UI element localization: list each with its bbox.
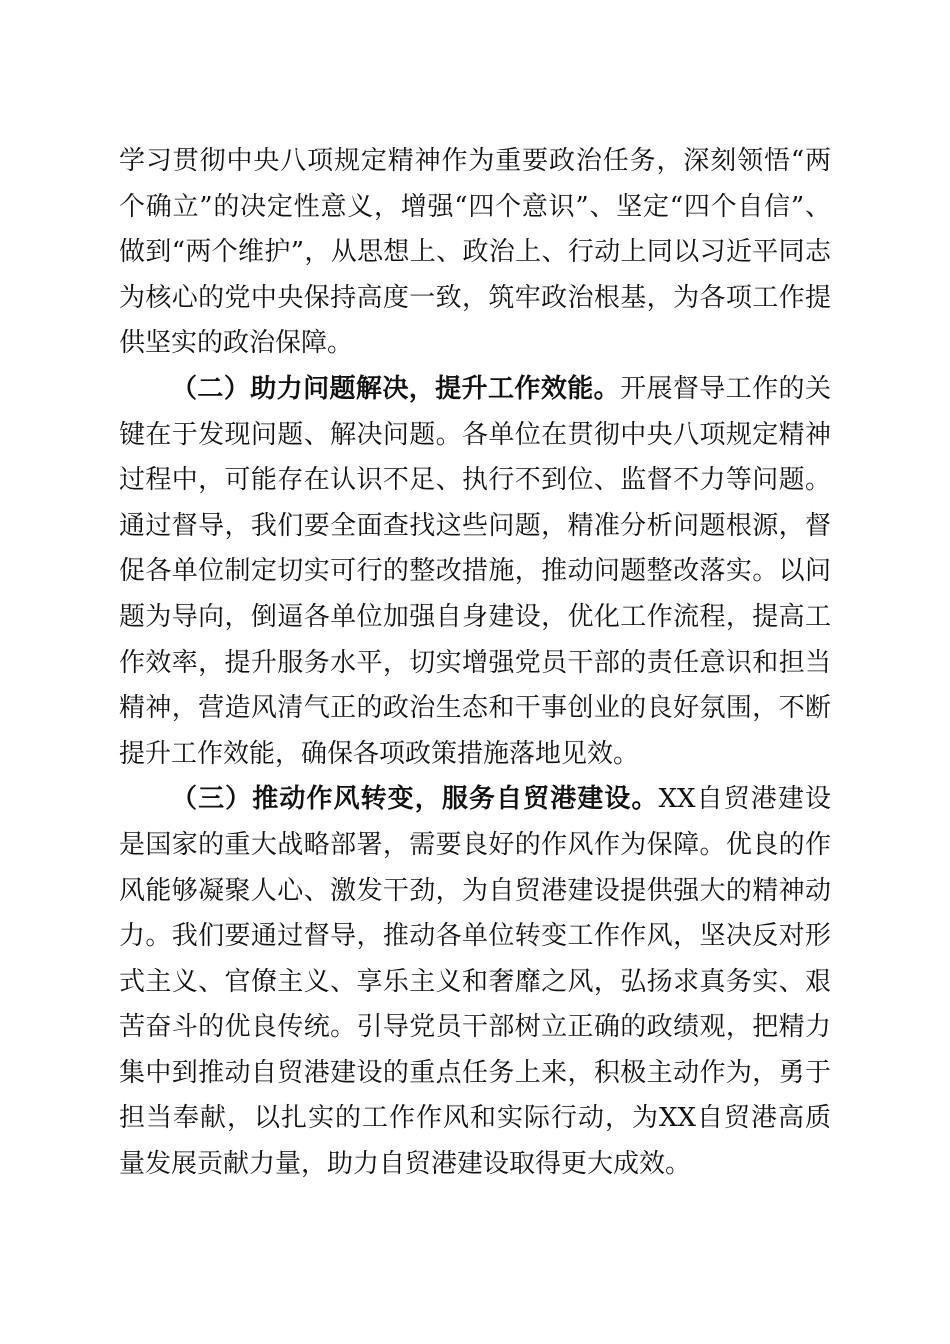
paragraph-body: XX自贸港建设是国家的重大战略部署，需要良好的作风作为保障。优良的作风能够凝聚人心、激发干劲，为自贸港建设提供强大的精神动力。我们要通过督导，推动各单位转变工作作风，坚决反对形式主义、官僚主义、享乐主义和奢靡之风，弘扬求真务实、艰苦奋斗的优良传统。引导党员干部树立正确的政绩观，把精力集中到推动自贸港建设的重点任务上来，积极主动作为，勇于担当奉献，以扎实的工作作风和实际行动，为XX自贸港高质量发展贡献力量，助力自贸港建设取得更大成效。 bbox=[119, 784, 831, 1180]
section-heading: （二）助力问题解决，提升工作效能。 bbox=[171, 373, 621, 404]
paragraph-section-two bbox=[119, 367, 831, 777]
paragraph-section-three bbox=[119, 777, 831, 1187]
paragraph-continuation bbox=[119, 139, 831, 367]
document-body bbox=[119, 139, 831, 1188]
paragraph-body: 学习贯彻中央八项规定精神作为重要政治任务，深刻领悟“两个确立”的决定性意义，增强“四个意识”、坚定“四个自信”、做到“两个维护”，从思想上、政治上、行动上同以习近平同志为核心的党中央保持高度一致，筑牢政治根基，为各项工作提供坚实的政治保障。 bbox=[119, 146, 831, 359]
paragraph-body: 开展督导工作的关键在于发现问题、解决问题。各单位在贯彻中央八项规定精神过程中，可能存在认识不足、执行不到位、监督不力等问题。通过督导，我们要全面查找这些问题，精准分析问题根源，督促各单位制定切实可行的整改措施，推动问题整改落实。以问题为导向，倒逼各单位加强自身建设，优化工作流程，提高工作效率，提升服务水平，切实增强党员干部的责任意识和担当精神，营造风清气正的政治生态和干事创业的良好氛围，不断提升工作效能，确保各项政策措施落地见效。 bbox=[119, 373, 831, 769]
section-heading: （三）推动作风转变，服务自贸港建设。 bbox=[171, 784, 659, 815]
